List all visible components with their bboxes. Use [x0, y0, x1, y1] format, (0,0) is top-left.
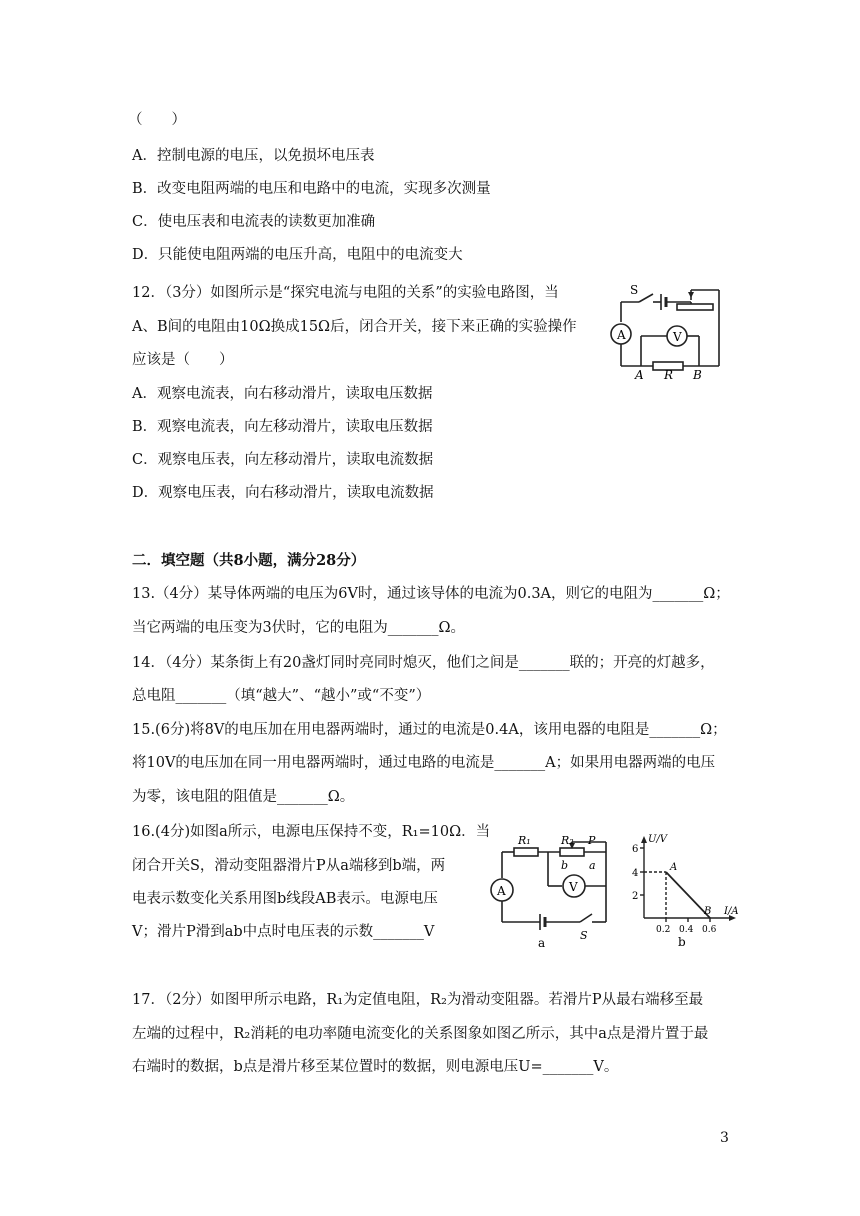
- q15-line-3: 为零，该电阻的阻值是_______Ω。: [132, 789, 355, 805]
- q12-option-b: B．观察电流表，向左移动滑片，读取电压数据: [132, 419, 433, 435]
- q12-line-2: A、B间的电阻由10Ω换成15Ω后，闭合开关，接下来正确的实验操作: [132, 319, 577, 335]
- q17-line-3: 右端时的数据，b点是滑片移至某位置时的数据，则电源电压U=_______V。: [132, 1059, 619, 1075]
- q12-resistor-label: R: [664, 368, 674, 380]
- q12-voltmeter-label: V: [673, 330, 682, 344]
- q16-r1-label: R₁: [518, 834, 531, 847]
- q16-p-label: P: [588, 834, 596, 847]
- section-title: 二．填空题（共8小题，满分28分）: [132, 552, 366, 569]
- q13-line-1: 13.（4分）某导体两端的电压为6V时，通过该导体的电流为0.3A，则它的电阻为_______Ω；: [132, 586, 730, 602]
- q16-line-1: 16.(4分)如图a所示，电源电压保持不变，R₁=10Ω．当: [132, 824, 491, 840]
- q12-ammeter-label: A: [617, 328, 626, 342]
- q16-graph-xtick-0.4: 0.4: [679, 925, 694, 935]
- q12-point-a: A: [635, 368, 644, 380]
- page-number: 3: [720, 1130, 729, 1146]
- q12-label-s: S: [630, 283, 639, 297]
- q14-line-1: 14．（4分）某条街上有20盏灯同时亮同时熄灭，他们之间是_______联的；开亮的灯越多，: [132, 655, 715, 671]
- q16-ammeter-label: A: [497, 884, 506, 898]
- q16-graph-ytick-4: 4: [632, 868, 639, 879]
- q11-bracket: （ ）: [128, 112, 186, 128]
- q16-line-4: V；滑片P滑到ab中点时电压表的示数_______V: [132, 924, 435, 940]
- q16-line-2: 闭合开关S，滑动变阻器滑片P从a端移到b端，两: [132, 858, 446, 874]
- q12-option-a: A．观察电流表，向右移动滑片，读取电压数据: [132, 386, 433, 402]
- q16-graph-ytick-6: 6: [632, 844, 639, 855]
- q16-a-end-label: a: [589, 859, 596, 872]
- q13-line-2: 当它两端的电压变为3伏时，它的电阻为_______Ω。: [132, 620, 465, 636]
- q11-option-a: A．控制电源的电压，以免损坏电压表: [132, 148, 375, 164]
- q16-graph-xtick-0.2: 0.2: [656, 925, 671, 935]
- q12-point-b: B: [693, 368, 702, 380]
- q16-graph-b: [624, 830, 742, 950]
- q16-r2-label: R₂: [561, 834, 574, 847]
- q16-voltmeter-label: V: [569, 880, 578, 894]
- q11-option-c: C．使电压表和电流表的读数更加准确: [132, 214, 376, 230]
- q12-line-3: 应该是（ ）: [132, 352, 234, 368]
- q17-line-1: 17．（2分）如图甲所示电路，R₁为定值电阻，R₂为滑动变阻器。若滑片P从最右端移至最: [132, 992, 704, 1008]
- q16-line-3: 电表示数变化关系用图b线段AB表示。电源电压: [132, 891, 438, 907]
- q12-option-d: D．观察电压表，向右移动滑片，读取电流数据: [132, 485, 434, 501]
- q11-option-d: D．只能使电阻两端的电压升高，电阻中的电流变大: [132, 247, 463, 263]
- q16-graph-xtick-0.6: 0.6: [702, 925, 717, 935]
- q15-line-2: 将10V的电压加在同一用电器两端时，通过电路的电流是_______A；如果用电器两端的电压: [132, 755, 716, 771]
- q16-switch-label: S: [580, 929, 588, 942]
- q16-fig-b-caption: b: [678, 935, 686, 949]
- q16-graph-y-axis-label: U/V: [648, 834, 668, 845]
- q16-graph-point-b: B: [704, 906, 712, 917]
- q16-graph-point-a: A: [670, 862, 678, 873]
- q11-option-b: B．改变电阻两端的电压和电路中的电流，实现多次测量: [132, 181, 491, 197]
- q16-graph-ytick-2: 2: [632, 891, 639, 902]
- q16-graph-x-axis-label: I/A: [724, 906, 739, 917]
- q14-line-2: 总电阻_______（填“越大”、“越小”或“不变”）: [132, 688, 431, 704]
- q16-fig-a-caption: a: [538, 936, 546, 950]
- q12-circuit-diagram: [603, 280, 733, 380]
- q12-line-1: 12．（3分）如图所示是“探究电流与电阻的关系”的实验电路图，当: [132, 285, 559, 301]
- q16-circuit-diagram-a: [488, 830, 623, 952]
- q16-b-end-label: b: [561, 859, 569, 872]
- q17-line-2: 左端的过程中，R₂消耗的电功率随电流变化的关系图象如图乙所示，其中a点是滑片置于最: [132, 1026, 709, 1042]
- q15-line-1: 15.(6分)将8V的电压加在用电器两端时，通过的电流是0.4A，该用电器的电阻是_______Ω；: [132, 722, 727, 738]
- q12-option-c: C．观察电压表，向左移动滑片，读取电流数据: [132, 452, 434, 468]
